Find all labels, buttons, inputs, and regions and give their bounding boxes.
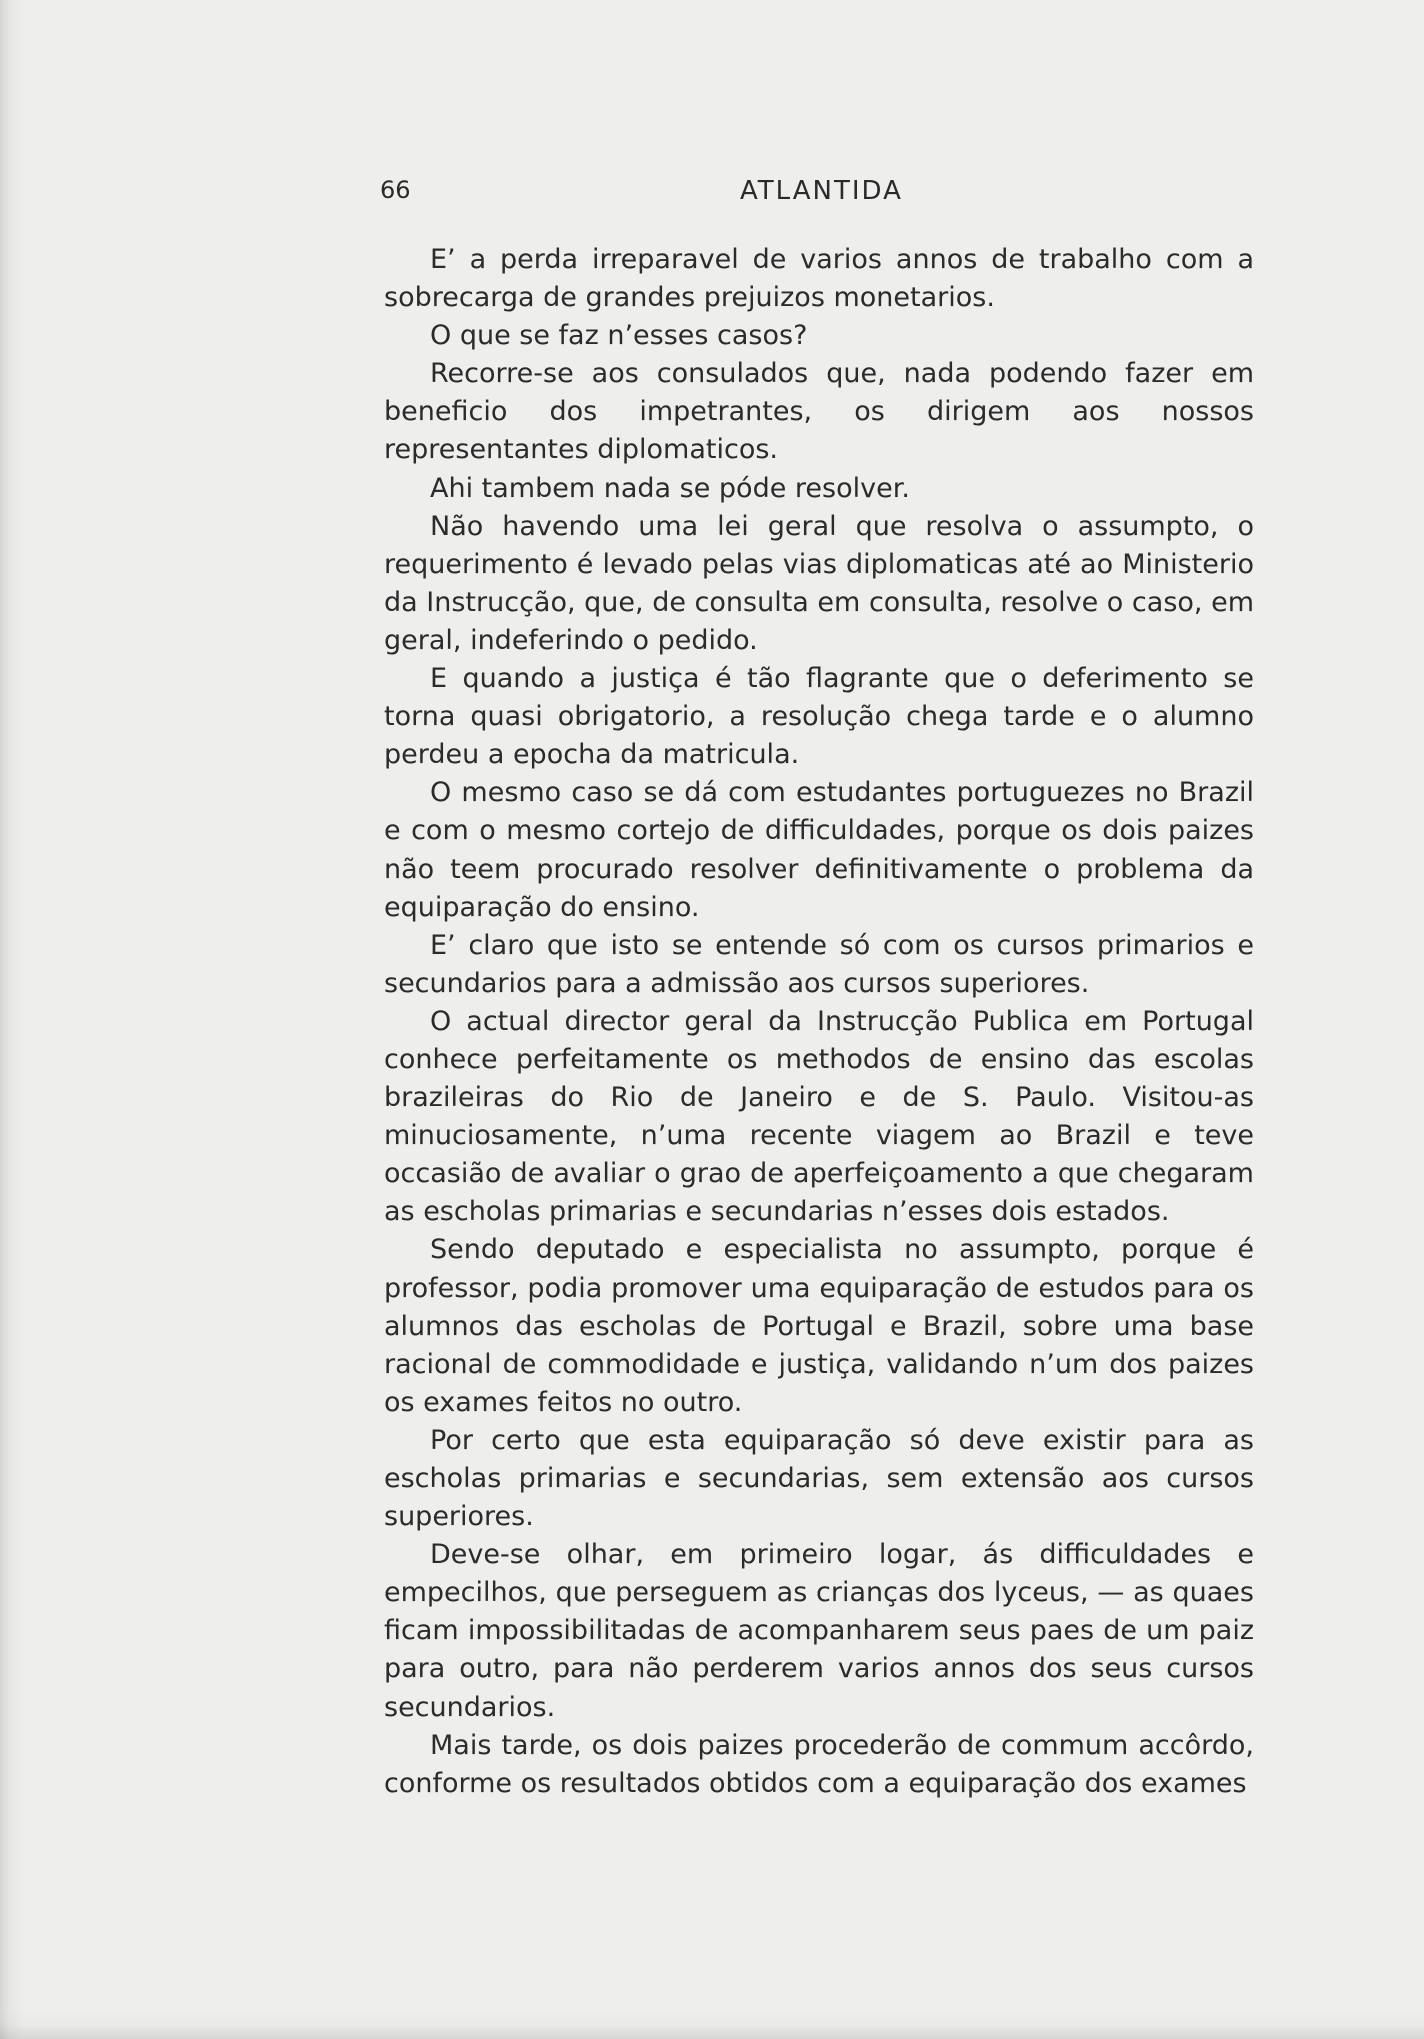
paragraph-2: O que se faz n’esses casos? [430,320,808,352]
paragraph-13: Mais tarde, os dois paizes procederão de commum accôrdo, conforme os resultados obtidos com a equiparação dos exames [384,1729,1254,1799]
page-header [380,176,1254,216]
paragraph-10: Sendo deputado e especialista no assumpto, porque é professor, podia promover uma equiparação de estudos para os alumnos das escholas de Portugal e Brazil, sobre uma base racional de commodidade e justiça, validando n’um dos paizes os exames feitos no outro. [384,1234,1254,1418]
paragraph-11: Por certo que esta equiparação só deve existir para as escholas primarias e secundarias, sem extensão aos cursos superiores. [384,1424,1254,1533]
paragraph-4: Ahi tambem nada se póde resolver. [430,472,910,504]
paragraph-12: Deve-se olhar, em primeiro logar, ás difficuldades e empecilhos, que perseguem as crianças dos lyceus, — as quaes ficam impossibilitadas de acompanharem seus paes de um paiz para outro, para não perderem varios annos dos seus cursos secundarios. [384,1539,1254,1723]
paragraph-3: Recorre-se aos consulados que, nada podendo fazer em beneficio dos impetrantes, os dirigem aos nossos representantes diplomaticos. [384,358,1254,466]
paragraph-7: O mesmo caso se dá com estudantes portuguezes no Brazil e com o mesmo cortejo de difficuldades, porque os dois paizes não teem procurado resolver definitivamente o problema da equiparação do ensino. [384,777,1254,923]
paragraph-6: E quando a justiça é tão flagrante que o deferimento se torna quasi obrigatorio, a resolução chega tarde e o alumno perdeu a epocha da matricula. [384,663,1254,771]
paragraph-8: E’ claro que isto se entende só com os cursos primarios e secundarios para a admissão aos cursos superiores. [384,929,1254,999]
paragraph-9: O actual director geral da Instrucção Publica em Portugal conhece perfeitamente os methodos de ensino das escolas brazileiras do Rio de Janeiro e de S. Paulo. Visitou-as minuciosamente, n’uma recente viagem ao Brazil e teve occasião de avaliar o grao de aperfeiçoamento a que chegaram as escholas primarias e secundarias n’esses dois estados. [384,1005,1254,1228]
paragraph-1: E’ a perda irreparavel de varios annos de trabalho com a sobrecarga de grandes prejuizos monetarios. [384,244,1254,314]
page-number: 66 [380,176,411,204]
body-text [384,241,1254,1803]
running-title: ATLANTIDA [740,176,903,206]
paragraph-5: Não havendo uma lei geral que resolva o assumpto, o requerimento é levado pelas vias diplomaticas até ao Ministerio da Instrucção, que, de consulta em consulta, resolve o caso, em geral, indeferindo o pedido. [384,510,1254,656]
